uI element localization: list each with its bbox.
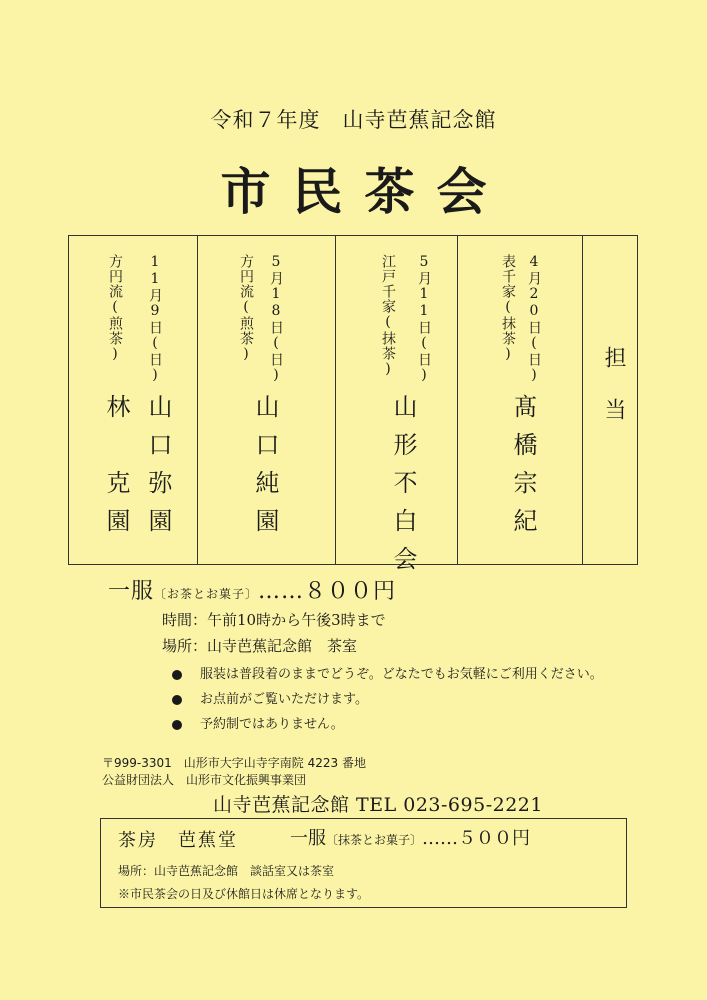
price-note: 〔お茶とお菓子〕: [154, 587, 259, 601]
page-title: 市民茶会: [220, 162, 509, 221]
cafe-price-note: 〔抹茶とお菓子〕: [326, 833, 423, 847]
bullet-icon: [172, 720, 182, 730]
column-name: 髙橋宗紀: [509, 394, 537, 546]
column-name-2: 林 克園: [102, 394, 130, 546]
column-school: 方円流(煎茶): [238, 254, 254, 363]
schedule-column-4: [69, 236, 197, 564]
schedule-column-3: [197, 236, 335, 564]
place-info: 場所：山寺芭蕉記念館 茶室: [162, 637, 358, 655]
column-date: 5月11日(日): [416, 254, 432, 384]
column-school: 表千家(抹茶): [500, 254, 516, 363]
column-date: 4月20日(日): [526, 254, 542, 384]
address: 〒999-3301 山形市大字山寺字南院 4223 番地: [102, 756, 366, 770]
bullet-icon: [172, 695, 182, 705]
price-line: [108, 574, 396, 605]
price-value: ……８００円: [258, 579, 397, 604]
schedule-column-1: [457, 236, 582, 564]
header-label: 担当: [601, 346, 626, 450]
column-name: 山口純園: [251, 394, 279, 546]
bullet-icon: [172, 670, 182, 680]
cafe-price-label: 一服: [290, 828, 326, 849]
schedule-column-2: [335, 236, 457, 584]
cafe-place: 場所：山寺芭蕉記念館 談話室又は茶室: [118, 864, 335, 878]
cafe-note: ※市民茶会の日及び休館日は休席となります。: [118, 887, 370, 901]
price-label: 一服: [108, 579, 155, 604]
organization: 公益財団法人 山形市文化振興事業団: [102, 773, 307, 787]
cafe-price: [290, 824, 530, 850]
bullet-item: お点前がご覧いただけます。: [172, 688, 368, 707]
subtitle: 令和７年度 山寺芭蕉記念館: [210, 108, 497, 132]
schedule-header-column: [582, 236, 637, 564]
column-name: 山口弥園: [144, 394, 172, 546]
column-name: 山形不白会: [389, 394, 417, 584]
schedule-table: [68, 235, 638, 584]
museum-tel: 山寺芭蕉記念館 TEL 023-695-2221: [213, 794, 543, 816]
column-school: 江戸千家(抹茶): [380, 254, 396, 378]
column-school: 方円流(煎茶): [107, 254, 123, 363]
bullet-item: 服装は普段着のままでどうぞ。どなたでもお気軽にご利用ください。: [172, 663, 603, 682]
bullet-item: 予約制ではありません。: [172, 713, 344, 732]
column-date: 5月18日(日): [268, 254, 284, 384]
column-date: 11月9日(日): [147, 254, 163, 384]
cafe-title: 茶房 芭蕉堂: [118, 830, 238, 851]
time-info: 時間：午前10時から午後3時まで: [162, 611, 386, 629]
cafe-price-value: ……５００円: [422, 828, 531, 849]
